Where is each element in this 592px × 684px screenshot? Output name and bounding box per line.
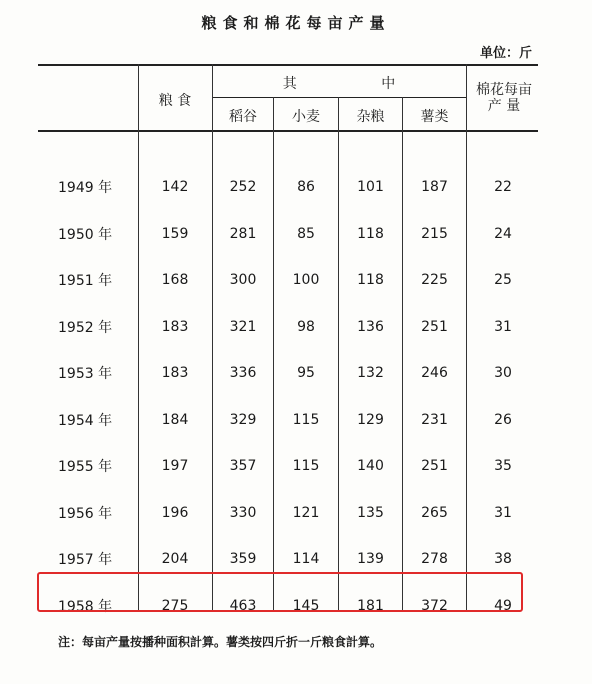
cell-grain: 142 — [161, 179, 189, 195]
cell-grain: 184 — [161, 412, 189, 428]
row-year: 1950 年 — [58, 227, 113, 243]
table-title: 粮食和棉花每亩产量 — [201, 14, 391, 32]
cell-cotton: 25 — [494, 272, 512, 288]
highlight-1958-row — [37, 572, 523, 612]
cell-tuber: 215 — [421, 226, 448, 242]
cell-misc: 140 — [357, 458, 384, 474]
cell-grain: 204 — [161, 551, 189, 567]
header-wheat: 小麦 — [292, 109, 320, 125]
cell-grain: 197 — [161, 458, 189, 474]
cell-wheat: 98 — [297, 319, 315, 335]
row-year: 1955 年 — [58, 459, 113, 475]
cell-misc: 129 — [357, 412, 384, 428]
row-year: 1952 年 — [58, 320, 113, 336]
cell-wheat: 115 — [292, 412, 320, 428]
cell-wheat: 86 — [297, 179, 315, 195]
col-divider-grain — [212, 64, 213, 612]
cell-misc: 136 — [357, 319, 384, 335]
cell-cotton: 31 — [494, 319, 512, 335]
header-rice: 稻谷 — [229, 109, 257, 125]
cell-wheat: 114 — [292, 551, 320, 567]
cell-wheat: 115 — [292, 458, 320, 474]
subheader-rule — [212, 97, 466, 98]
cell-tuber: 265 — [421, 505, 448, 521]
cell-tuber: 225 — [421, 272, 448, 288]
header-cotton: 棉花每亩产 量 — [476, 82, 532, 114]
cell-tuber: 246 — [421, 365, 448, 381]
cell-grain: 183 — [161, 365, 189, 381]
cell-tuber: 372 — [421, 598, 448, 614]
row-year: 1958 年 — [58, 599, 113, 615]
cell-cotton: 31 — [494, 505, 512, 521]
row-year: 1954 年 — [58, 413, 113, 429]
cell-wheat: 100 — [292, 272, 320, 288]
cell-cotton: 22 — [494, 179, 512, 195]
cell-cotton: 30 — [494, 365, 512, 381]
cell-cotton: 49 — [494, 598, 512, 614]
cell-misc: 118 — [357, 272, 384, 288]
cell-rice: 329 — [229, 412, 257, 428]
cell-rice: 336 — [229, 365, 257, 381]
cell-tuber: 231 — [421, 412, 448, 428]
row-year: 1953 年 — [58, 366, 113, 382]
cell-misc: 118 — [357, 226, 384, 242]
cell-rice: 300 — [229, 272, 257, 288]
cell-misc: 139 — [357, 551, 384, 567]
cell-cotton: 38 — [494, 551, 512, 567]
cell-rice: 321 — [229, 319, 257, 335]
cell-tuber: 187 — [421, 179, 448, 195]
cell-rice: 463 — [229, 598, 257, 614]
cell-grain: 159 — [161, 226, 189, 242]
cell-tuber: 251 — [421, 458, 448, 474]
cell-tuber: 251 — [421, 319, 448, 335]
cell-wheat: 121 — [292, 505, 320, 521]
row-year: 1949 年 — [58, 180, 113, 196]
row-year: 1951 年 — [58, 273, 113, 289]
cell-cotton: 35 — [494, 458, 512, 474]
cell-wheat: 85 — [297, 226, 315, 242]
cell-cotton: 26 — [494, 412, 512, 428]
header-tuber: 薯类 — [420, 109, 449, 125]
row-year: 1956 年 — [58, 506, 113, 522]
cell-tuber: 278 — [421, 551, 448, 567]
cell-wheat: 95 — [297, 365, 315, 381]
header-misc: 杂粮 — [356, 109, 385, 125]
col-divider-year — [138, 64, 139, 612]
cell-misc: 135 — [357, 505, 384, 521]
cell-rice: 357 — [229, 458, 257, 474]
col-divider-misc — [402, 97, 403, 612]
cell-misc: 132 — [357, 365, 384, 381]
top-rule — [38, 64, 538, 66]
cell-grain: 275 — [161, 598, 189, 614]
cell-rice: 330 — [229, 505, 257, 521]
header-among: 其 中 — [282, 76, 396, 92]
cell-grain: 196 — [161, 505, 189, 521]
cell-misc: 101 — [357, 179, 384, 195]
cell-cotton: 24 — [494, 226, 512, 242]
cell-wheat: 145 — [292, 598, 320, 614]
col-divider-tuber — [466, 64, 467, 612]
footnote: 注：每亩产量按播种面积計算。薯类按四斤折一斤粮食計算。 — [58, 635, 383, 649]
unit-label: 单位：斤 — [480, 46, 533, 61]
col-divider-wheat — [338, 97, 339, 612]
cell-rice: 359 — [229, 551, 257, 567]
cell-misc: 181 — [357, 598, 384, 614]
cell-grain: 183 — [161, 319, 189, 335]
cell-rice: 252 — [229, 179, 257, 195]
col-divider-rice — [273, 97, 274, 612]
row-year: 1957 年 — [58, 552, 113, 568]
cell-grain: 168 — [161, 272, 189, 288]
cell-rice: 281 — [229, 226, 257, 242]
header-grain: 粮 食 — [158, 93, 192, 109]
header-bottom-rule — [38, 130, 538, 132]
